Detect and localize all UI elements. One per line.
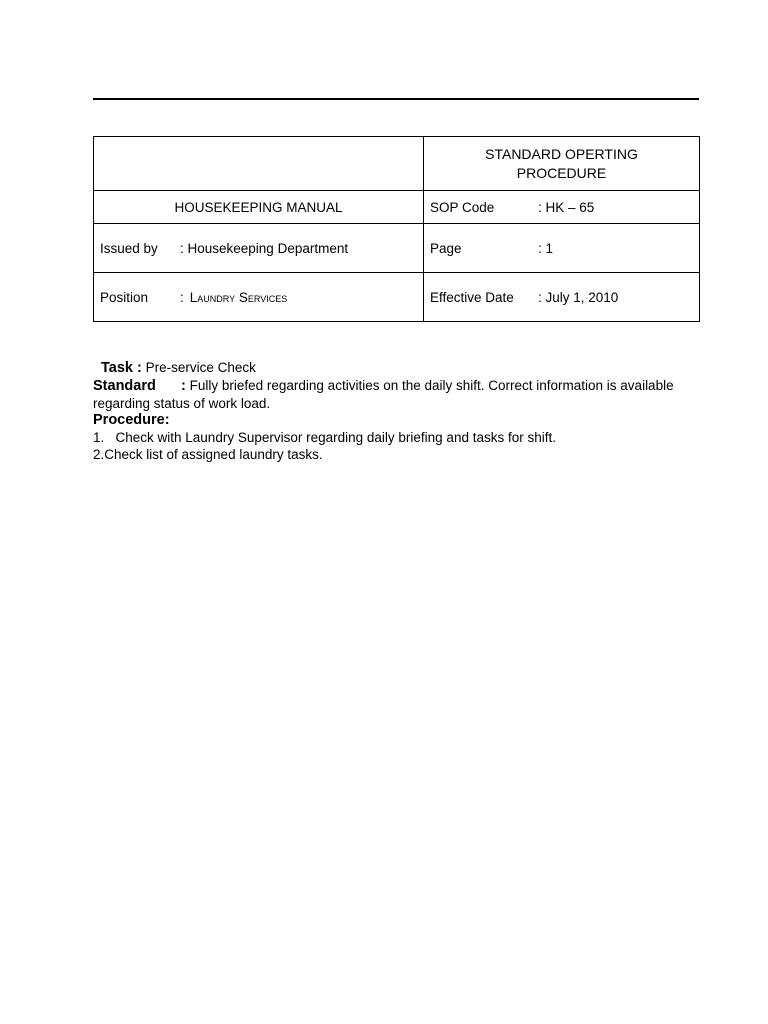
sop-header-table xyxy=(93,136,700,322)
procedure-label: Procedure: xyxy=(93,412,170,428)
standard-sep: : xyxy=(181,378,186,394)
page-label: Page xyxy=(430,240,462,256)
standard-label: Standard xyxy=(93,378,156,394)
effective-date-value: : July 1, 2010 xyxy=(538,289,619,305)
procedure-step-1: 1. Check with Laundry Supervisor regarding daily briefing and tasks for shift. xyxy=(93,430,556,445)
sop-title-line-2: PROCEDURE xyxy=(516,164,607,181)
position-value: Laundry Services xyxy=(189,289,288,305)
manual-title: HOUSEKEEPING MANUAL xyxy=(94,191,424,224)
sop-code-value: : HK – 65 xyxy=(538,199,595,215)
page-cell xyxy=(424,224,700,273)
effective-date-cell xyxy=(424,273,700,322)
position-row xyxy=(94,273,700,322)
issued-row xyxy=(94,224,700,273)
sop-title xyxy=(424,137,700,191)
position-cell xyxy=(94,273,424,322)
standard-text: Fully briefed regarding activities on the daily shift. Correct information is available regarding status of work load. xyxy=(93,378,674,411)
task-value: Pre-service Check xyxy=(145,360,256,375)
title-row xyxy=(94,137,700,191)
procedure-step-2: 2.Check list of assigned laundry tasks. xyxy=(93,447,323,462)
issued-by-label: Issued by xyxy=(100,240,158,256)
sop-title-line-1: STANDARD OPERTING xyxy=(485,145,638,162)
sop-body xyxy=(93,359,693,463)
issued-by-value: : Housekeeping Department xyxy=(180,240,349,256)
manual-row xyxy=(94,191,700,224)
issued-by-cell xyxy=(94,224,424,273)
page-value: : 1 xyxy=(538,240,554,256)
logo-cell xyxy=(94,137,424,191)
header-rule xyxy=(93,98,699,100)
position-label: Position xyxy=(100,289,149,305)
task-label: Task : xyxy=(101,360,142,376)
sop-code-label: SOP Code xyxy=(430,199,495,215)
standard-block xyxy=(93,377,693,412)
position-sep: : xyxy=(180,289,184,305)
sop-code-cell xyxy=(424,191,700,224)
effective-date-label: Effective Date xyxy=(430,289,514,305)
task-line xyxy=(93,359,693,377)
